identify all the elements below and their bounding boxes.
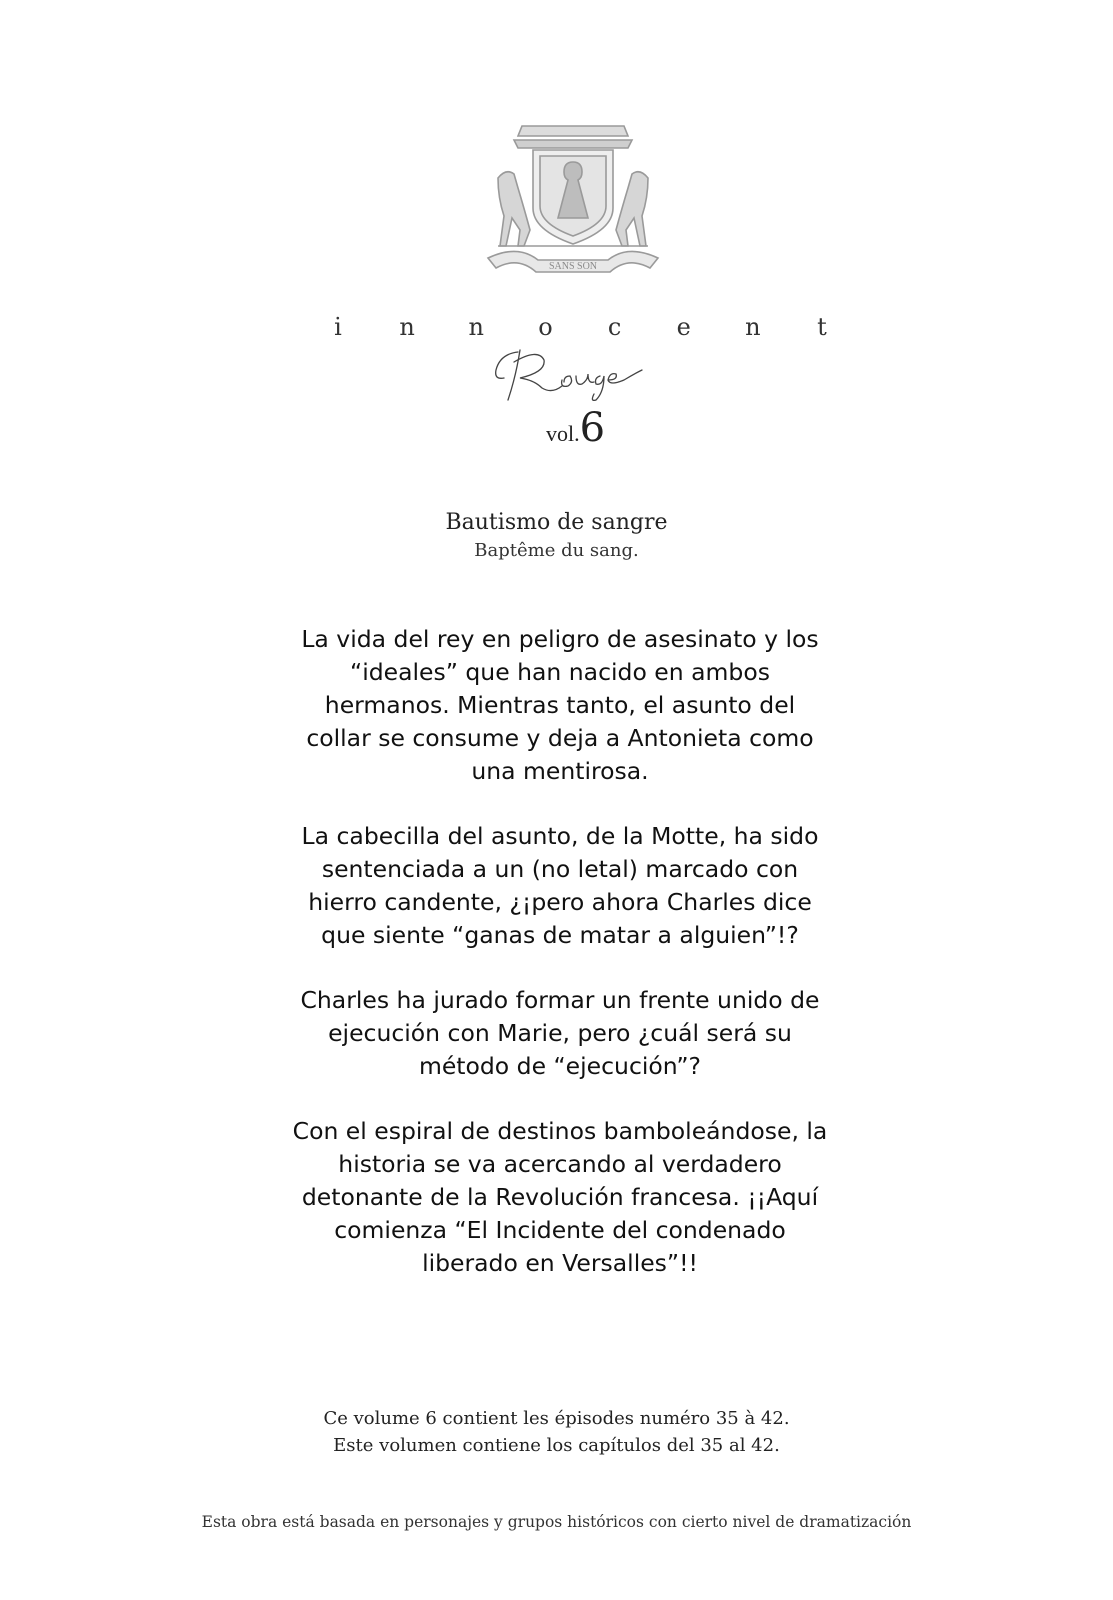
volume-number: 6 <box>579 405 606 451</box>
historical-disclaimer: Esta obra está basada en personajes y grupos históricos con cierto nivel de dramatización <box>201 1513 912 1531</box>
series-letter: o <box>538 313 553 341</box>
series-letter: i <box>334 313 342 341</box>
volume-prefix: vol. <box>546 421 580 446</box>
synopsis-paragraph: Con el espiral de destinos bamboleándose, la historia se va acercando al verdadero detonante de la Revolución francesa. ¡¡Aquí comienza “El Incidente del condenado liberado en Versalles”!! <box>292 1117 828 1277</box>
coat-of-arms-emblem <box>478 118 668 288</box>
synopsis-paragraph: La vida del rey en peligro de asesinato y los “ideales” que han nacido en ambos hermanos. Mientras tanto, el asunto del collar se consume y deja a Antonieta como una mentirosa. <box>301 625 819 785</box>
synopsis-paragraph: La cabecilla del asunto, de la Motte, ha sido sentenciada a un (no letal) marcado con hierro candente, ¿¡pero ahora Charles dice que siente “ganas de matar a alguien”!? <box>301 822 819 949</box>
series-letter: n <box>468 313 485 341</box>
synopsis <box>290 623 830 1312</box>
crest-motto: SANS SON <box>548 261 598 272</box>
series-title-letters <box>330 313 830 341</box>
volume-subtitle <box>0 510 1113 561</box>
subtitle-spanish: Bautismo de sangre <box>445 510 668 535</box>
synopsis-paragraph: Charles ha jurado formar un frente unido de ejecución con Marie, pero ¿cuál será su método de “ejecución”? <box>300 986 820 1080</box>
episode-range-note <box>0 1405 1113 1459</box>
episodes-french: Ce volume 6 contient les épisodes numéro 35 à 42. <box>323 1408 790 1429</box>
volume-label <box>546 405 605 451</box>
series-letter: n <box>399 313 415 341</box>
series-letter: c <box>607 313 622 341</box>
series-letter: e <box>676 313 691 341</box>
subtitle-french: Baptême du sang. <box>474 540 639 561</box>
series-letter: n <box>745 313 761 341</box>
series-letter: t <box>817 313 827 341</box>
episodes-spanish: Este volumen contiene los capítulos del 35 al 42. <box>333 1435 780 1456</box>
rouge-script-logo <box>490 340 650 408</box>
